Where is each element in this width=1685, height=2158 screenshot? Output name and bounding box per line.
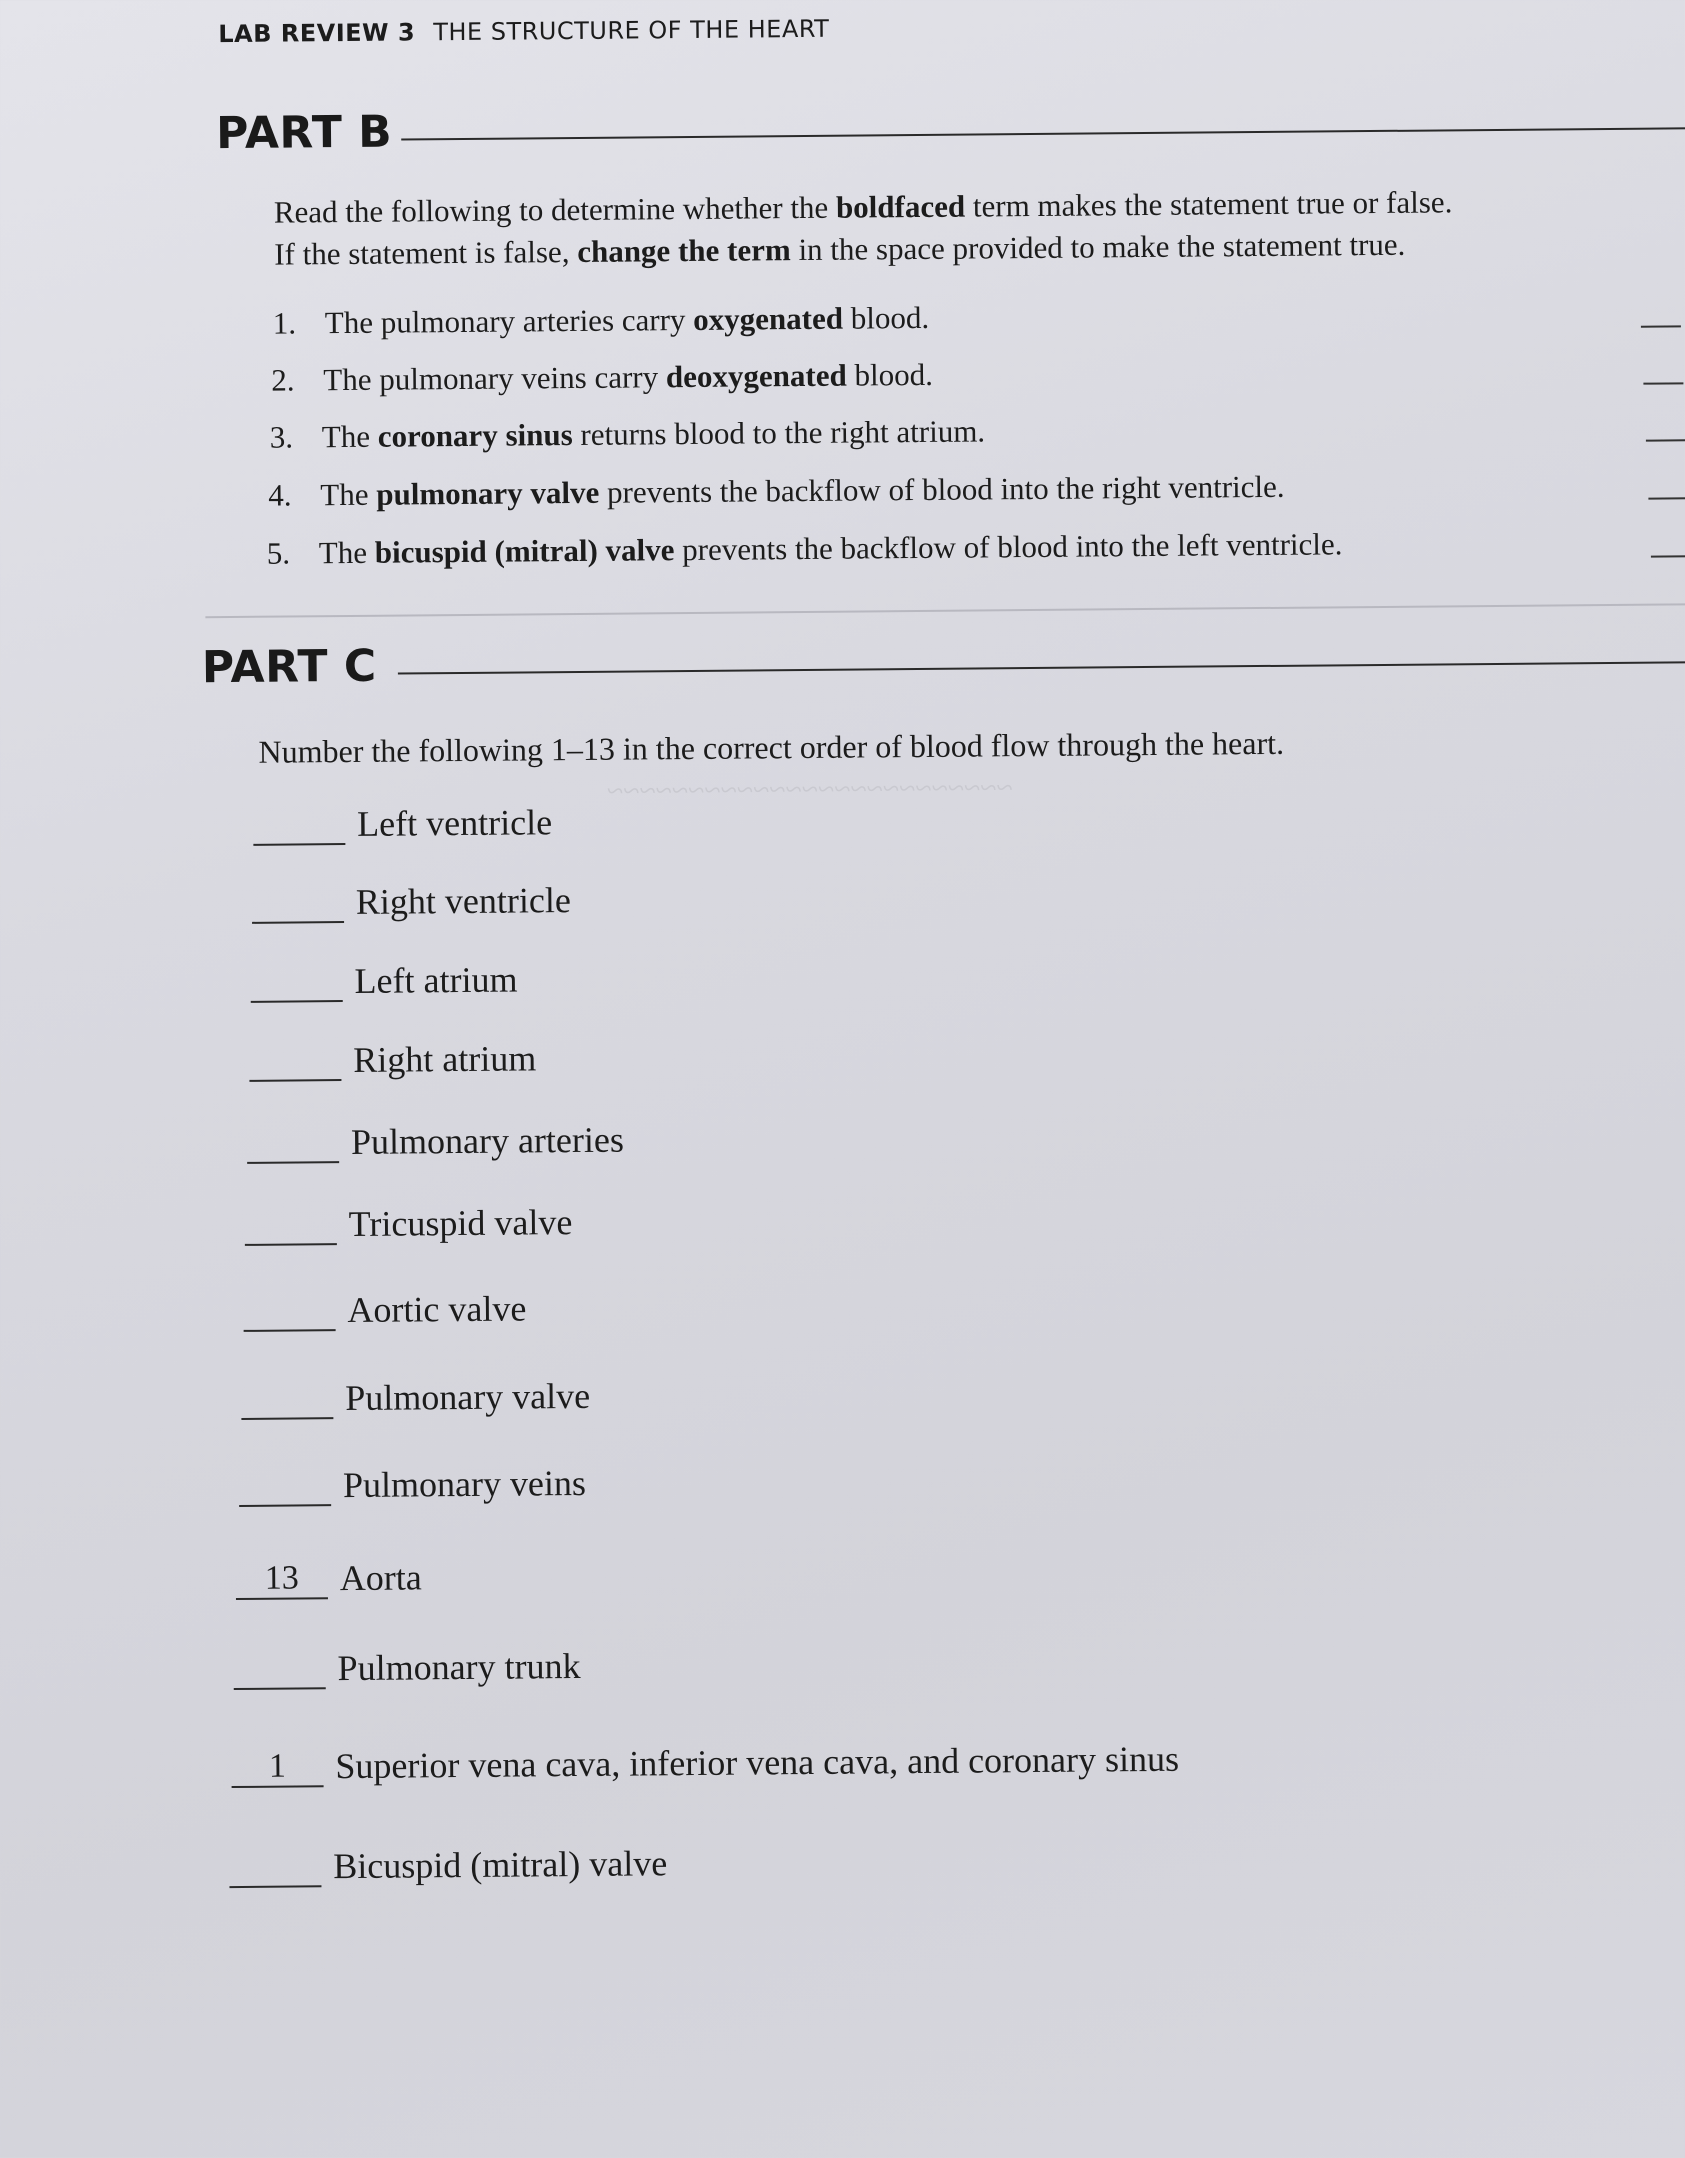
order-blank[interactable]	[252, 883, 344, 924]
part-b-instructions	[274, 181, 1453, 275]
flow-item-pulmonary-veins	[239, 1462, 586, 1507]
order-blank[interactable]	[250, 962, 342, 1003]
flow-item-pulmonary-arteries	[247, 1119, 624, 1164]
flow-item-label: Pulmonary valve	[345, 1375, 591, 1419]
order-blank[interactable]: 13	[236, 1559, 328, 1600]
flow-item-label: Right ventricle	[355, 880, 572, 922]
order-blank[interactable]	[253, 805, 345, 846]
order-blank[interactable]	[229, 1847, 321, 1888]
flow-item-bicuspid-valve	[229, 1842, 667, 1888]
flow-item-label: Pulmonary arteries	[350, 1119, 625, 1162]
instructions-line-1: Read the following to determine whether the boldfaced term makes the statement true or false.	[273, 184, 1453, 230]
flow-item-aorta	[236, 1556, 422, 1600]
flow-item-right-ventricle	[252, 879, 571, 924]
flow-item-tricuspid-valve	[245, 1201, 573, 1246]
flow-item-label: Pulmonary trunk	[337, 1645, 581, 1689]
answer-line-2[interactable]	[1643, 382, 1683, 384]
answer-line-5[interactable]	[1651, 555, 1685, 557]
flow-item-label: Aorta	[339, 1557, 422, 1599]
order-blank[interactable]	[247, 1123, 339, 1164]
flow-item-label: Pulmonary veins	[342, 1462, 587, 1506]
tf-item-3: 3. The coronary sinus returns blood to the right atrium.	[269, 413, 986, 455]
order-blank[interactable]	[243, 1291, 335, 1332]
answer-line-4[interactable]	[1648, 497, 1685, 499]
instructions-line-2: If the statement is false, change the term in the space provided to make the statement true.	[274, 226, 1406, 272]
part-b-rule	[401, 127, 1685, 140]
answer-line-3[interactable]	[1646, 439, 1685, 441]
order-blank[interactable]	[233, 1649, 325, 1690]
lab-label: LAB REVIEW 3	[218, 18, 416, 49]
flow-item-label: Left ventricle	[357, 802, 553, 844]
flow-item-aortic-valve	[243, 1287, 526, 1331]
flow-item-label: Tricuspid valve	[348, 1202, 573, 1245]
part-c-heading: PART C	[201, 640, 377, 694]
bleed-through-text: ~~~~~~~~~~~~~~~~~~~~~~~~~	[606, 771, 1013, 808]
order-blank[interactable]	[241, 1379, 333, 1420]
tf-item-2: 2. The pulmonary veins carry deoxygenated blood.	[271, 356, 934, 398]
part-c-instructions: Number the following 1–13 in the correct order of blood flow through the heart.	[258, 724, 1285, 770]
order-blank[interactable]	[239, 1466, 331, 1507]
running-head	[218, 15, 829, 48]
answer-line-1[interactable]	[1641, 325, 1681, 327]
flow-item-venae-cavae-coronary-sinus	[231, 1738, 1179, 1788]
order-blank[interactable]	[249, 1041, 341, 1082]
flow-item-pulmonary-valve	[241, 1375, 590, 1420]
tf-item-4: 4. The pulmonary valve prevents the backflow of blood into the right ventricle.	[268, 468, 1285, 513]
bold-emphasis: change the term	[577, 232, 791, 269]
flow-item-pulmonary-trunk	[233, 1645, 580, 1690]
flow-item-label: Aortic valve	[347, 1288, 527, 1331]
chapter-title: THE STRUCTURE OF THE HEART	[433, 14, 830, 47]
section-divider	[205, 603, 1685, 618]
flow-item-label: Right atrium	[353, 1038, 537, 1080]
part-c-rule	[398, 661, 1685, 674]
flow-item-right-atrium	[249, 1037, 536, 1082]
flow-item-label: Left atrium	[354, 959, 518, 1001]
order-blank[interactable]: 1	[231, 1747, 323, 1788]
tf-item-1: 1. The pulmonary arteries carry oxygenated blood.	[272, 299, 930, 341]
order-blank[interactable]	[245, 1205, 337, 1246]
tf-item-5: 5. The bicuspid (mitral) valve prevents the backflow of blood into the left ventricle.	[266, 526, 1343, 571]
flow-item-label: Superior vena cava, inferior vena cava, and coronary sinus	[335, 1738, 1180, 1787]
flow-item-left-ventricle	[253, 801, 552, 846]
part-b-heading: PART B	[215, 106, 393, 160]
flow-item-left-atrium	[250, 959, 517, 1003]
bold-emphasis: boldfaced	[835, 188, 966, 225]
flow-item-label: Bicuspid (mitral) valve	[333, 1843, 668, 1887]
